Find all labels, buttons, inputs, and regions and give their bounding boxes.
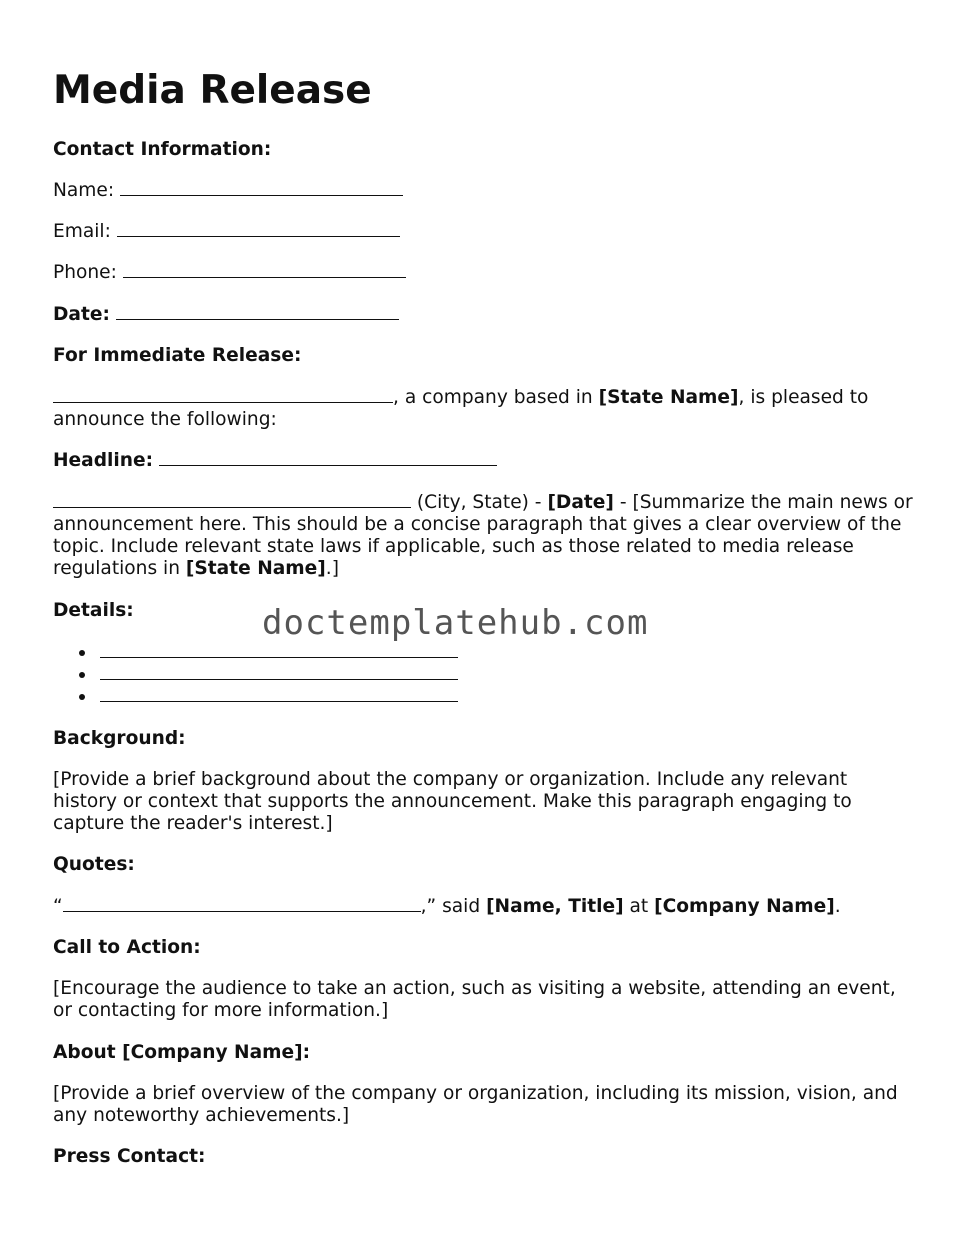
headline-blank[interactable] [159, 451, 497, 466]
headline-label: Headline: [53, 450, 154, 471]
intro-text-end: , is pleased to announce the following: [53, 387, 869, 430]
bullet-icon [79, 694, 85, 700]
summary-end: .] [325, 558, 339, 579]
quote-row [53, 896, 913, 918]
bullet-icon [79, 672, 85, 678]
email-label: Email: [53, 221, 111, 242]
detail-blank[interactable] [100, 643, 458, 658]
detail-blank[interactable] [100, 665, 458, 680]
open-quote: “ [53, 896, 63, 917]
quote-end: . [834, 896, 841, 917]
summary-date: [Date] [547, 492, 614, 513]
details-heading: Details: [53, 600, 134, 621]
headline-row [53, 450, 913, 472]
quote-blank[interactable] [63, 897, 421, 912]
quote-name-title: [Name, Title] [486, 896, 624, 917]
phone-label: Phone: [53, 262, 117, 283]
page-title: Media Release [53, 68, 372, 113]
detail-blank[interactable] [100, 687, 458, 702]
press-contact-heading: Press Contact: [53, 1146, 206, 1167]
date-row [53, 304, 913, 326]
summary-blank[interactable] [53, 493, 411, 508]
list-item [53, 642, 913, 664]
intro-state: [State Name] [598, 387, 739, 408]
quote-at: at [623, 896, 655, 917]
summary-text: (City, State) - [411, 492, 548, 513]
release-heading: For Immediate Release: [53, 345, 302, 366]
summary-body: - [Summarize the main news or announcement here. This should be a concise paragraph that gives a clear overview of the topic. Include relevant state laws if applicable, such as those related to media release regulations in [53, 492, 913, 579]
email-row [53, 221, 913, 243]
summary-state: [State Name] [185, 558, 326, 579]
name-blank[interactable] [120, 181, 403, 196]
summary-paragraph [53, 492, 913, 580]
quotes-heading: Quotes: [53, 854, 135, 875]
cta-text: [Encourage the audience to take an action, such as visiting a website, attending an event, or contacting for more information.] [53, 978, 896, 1021]
phone-blank[interactable] [123, 263, 406, 278]
name-label: Name: [53, 180, 115, 201]
list-item [53, 686, 913, 708]
name-row [53, 180, 913, 202]
background-text: [Provide a brief background about the company or organization. Include any relevant history or context that supports the announcement. Make this paragraph engaging to capture the reader's interest.] [53, 769, 852, 834]
quote-text: ,” said [420, 896, 487, 917]
about-heading: About [Company Name]: [53, 1042, 311, 1063]
quote-company: [Company Name] [654, 896, 835, 917]
about-text: [Provide a brief overview of the company or organization, including its mission, vision, and any noteworthy achievements.] [53, 1083, 898, 1126]
contact-heading: Contact Information: [53, 139, 272, 160]
intro-text: , a company based in [393, 387, 599, 408]
bullet-icon [79, 650, 85, 656]
list-item [53, 664, 913, 686]
release-intro [53, 387, 913, 431]
email-blank[interactable] [117, 222, 400, 237]
cta-heading: Call to Action: [53, 937, 201, 958]
date-label: Date: [53, 304, 110, 325]
background-heading: Background: [53, 728, 186, 749]
watermark-text: doctemplatehub.com [262, 603, 649, 643]
company-blank[interactable] [53, 388, 393, 403]
date-blank[interactable] [116, 305, 399, 320]
details-list [53, 642, 913, 708]
phone-row [53, 262, 913, 284]
